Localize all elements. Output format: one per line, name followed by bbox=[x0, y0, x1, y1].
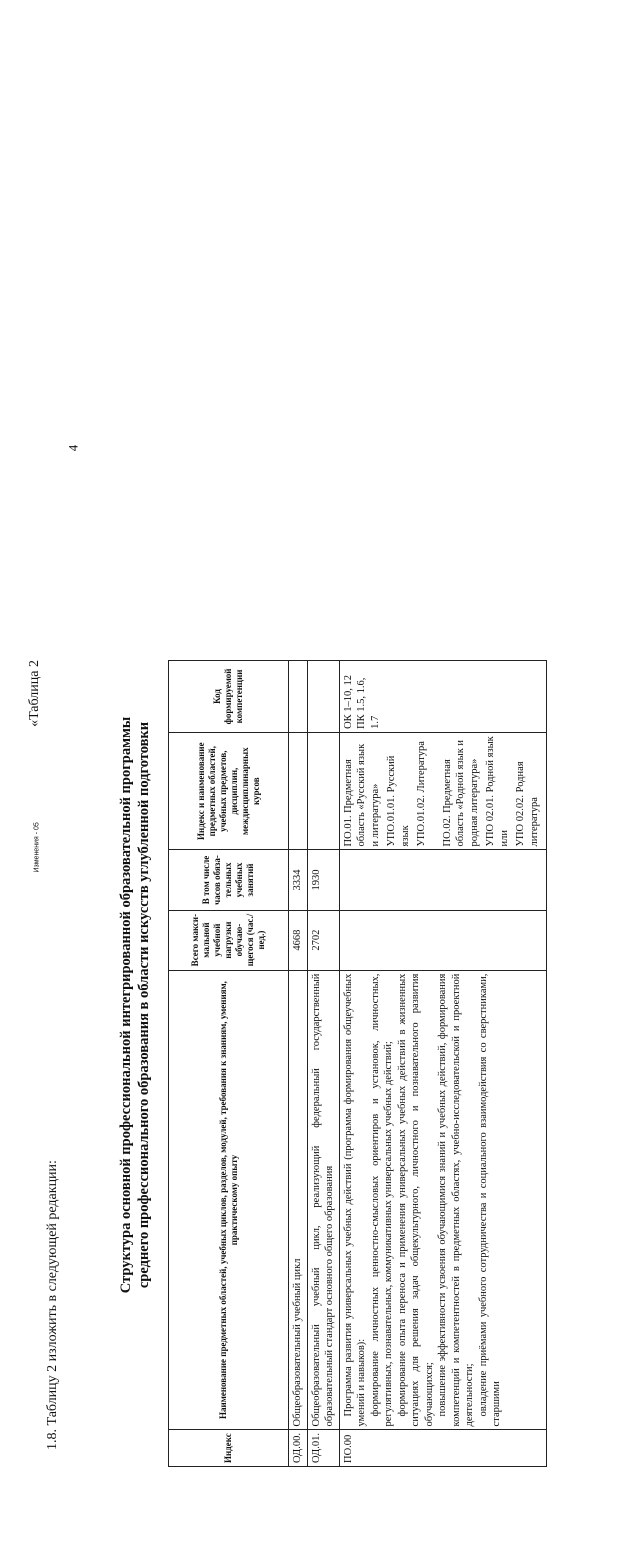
subject-item: УПО 02.01. Родной язык или bbox=[485, 736, 510, 847]
name-paragraph: формирование опыта переноса и применения универсальных учебных действий в жизненных ситуациях для решения задач общекультурного, личностного и познавательного развития обучающихся; bbox=[396, 973, 435, 1427]
row-obligatory: 3334 bbox=[289, 850, 308, 910]
subject-item: УПО 02.02. Родная литература bbox=[515, 761, 540, 847]
row-obligatory bbox=[339, 850, 547, 910]
header-index: Индекс bbox=[169, 1430, 289, 1467]
table-row bbox=[289, 661, 308, 1467]
table-reference: «Таблица 2 bbox=[27, 660, 42, 727]
table-header-row bbox=[169, 661, 289, 1467]
row-subjects bbox=[339, 732, 547, 850]
row-index: ПО.00 bbox=[339, 1430, 547, 1467]
header-name: Наименование предметных областей, учебных циклов, разделов, модулей, требования к знаниям, умениям, практическому опыту bbox=[169, 970, 289, 1430]
row-subjects bbox=[289, 732, 308, 850]
row-total: 2702 bbox=[307, 910, 339, 970]
name-paragraph: повышение эффективности усвоения обучающимися знаний и учебных действий, формирования компетенций и компетентностей в предметных областях, учебно-исследовательской и проектной деятельности; bbox=[437, 973, 475, 1427]
header-obligatory: В том числе часов обяза-тельных учебных занятий bbox=[169, 850, 289, 910]
name-paragraph: овладение приёмами учебного сотрудничества и социального взаимодействия со сверстниками, старшими bbox=[477, 973, 502, 1427]
row-code: ОК 1–10, 12 ПК 1.5, 1.6, 1.7 bbox=[339, 661, 547, 733]
row-name: Общеобразовательный учебный цикл, реализующий федеральный государственный образовательный стандарт основного общего образования bbox=[307, 970, 339, 1430]
row-obligatory: 1930 bbox=[307, 850, 339, 910]
row-code bbox=[307, 661, 339, 733]
footer-note: Изменения - 05 bbox=[33, 822, 41, 873]
document-title bbox=[117, 655, 153, 1355]
subject-item: УПО.01.01. Русский язык bbox=[386, 755, 411, 847]
row-index: ОД.00. bbox=[289, 1430, 308, 1467]
name-paragraph: формирование личностных ценностно-смысловых ориентиров и установок, личностных, регулятивных, познавательных, коммуникативных универсальных учебных действий; bbox=[369, 973, 394, 1427]
title-line-1: Структура основной профессиональной интегрированной образовательной программы bbox=[118, 716, 134, 1294]
header-competence: Код формируемой компетенции bbox=[169, 661, 289, 733]
subject-item: УПО.01.02. Литература bbox=[416, 741, 427, 847]
header-subjects: Индекс и наименование предметных областей, учебных предметов, дисциплин, междисциплинарных курсов bbox=[169, 732, 289, 850]
row-total: 4668 bbox=[289, 910, 308, 970]
table-row bbox=[307, 661, 339, 1467]
row-name bbox=[339, 970, 547, 1430]
subject-item: ПО.02. Предметная область «Родной язык и родная литература» bbox=[441, 739, 480, 847]
row-code bbox=[289, 661, 308, 733]
rotated-sheet bbox=[0, 640, 640, 1545]
title-line-2: среднего профессионального образования в области искусств углубленной подготовки bbox=[136, 721, 152, 1289]
row-index: ОД.01. bbox=[307, 1430, 339, 1467]
table-row bbox=[339, 661, 547, 1467]
row-total bbox=[339, 910, 547, 970]
row-name: Общеобразовательный учебный цикл bbox=[289, 970, 308, 1430]
row-subjects bbox=[307, 732, 339, 850]
name-paragraph: Программа развития универсальных учебных действий (программа формирования общеучебных умений и навыков): bbox=[342, 973, 367, 1427]
page-number: 4 bbox=[65, 444, 81, 452]
intro-text: 1.8. Таблицу 2 изложить в следующей редакции: bbox=[45, 1160, 60, 1450]
header-total: Всего макси-мальной учебной нагрузки обучаю-щегося (час./нед.) bbox=[169, 910, 289, 970]
structure-table bbox=[168, 660, 547, 1467]
subject-item: ПО.01. Предметная область «Русский язык и литература» bbox=[342, 743, 381, 847]
